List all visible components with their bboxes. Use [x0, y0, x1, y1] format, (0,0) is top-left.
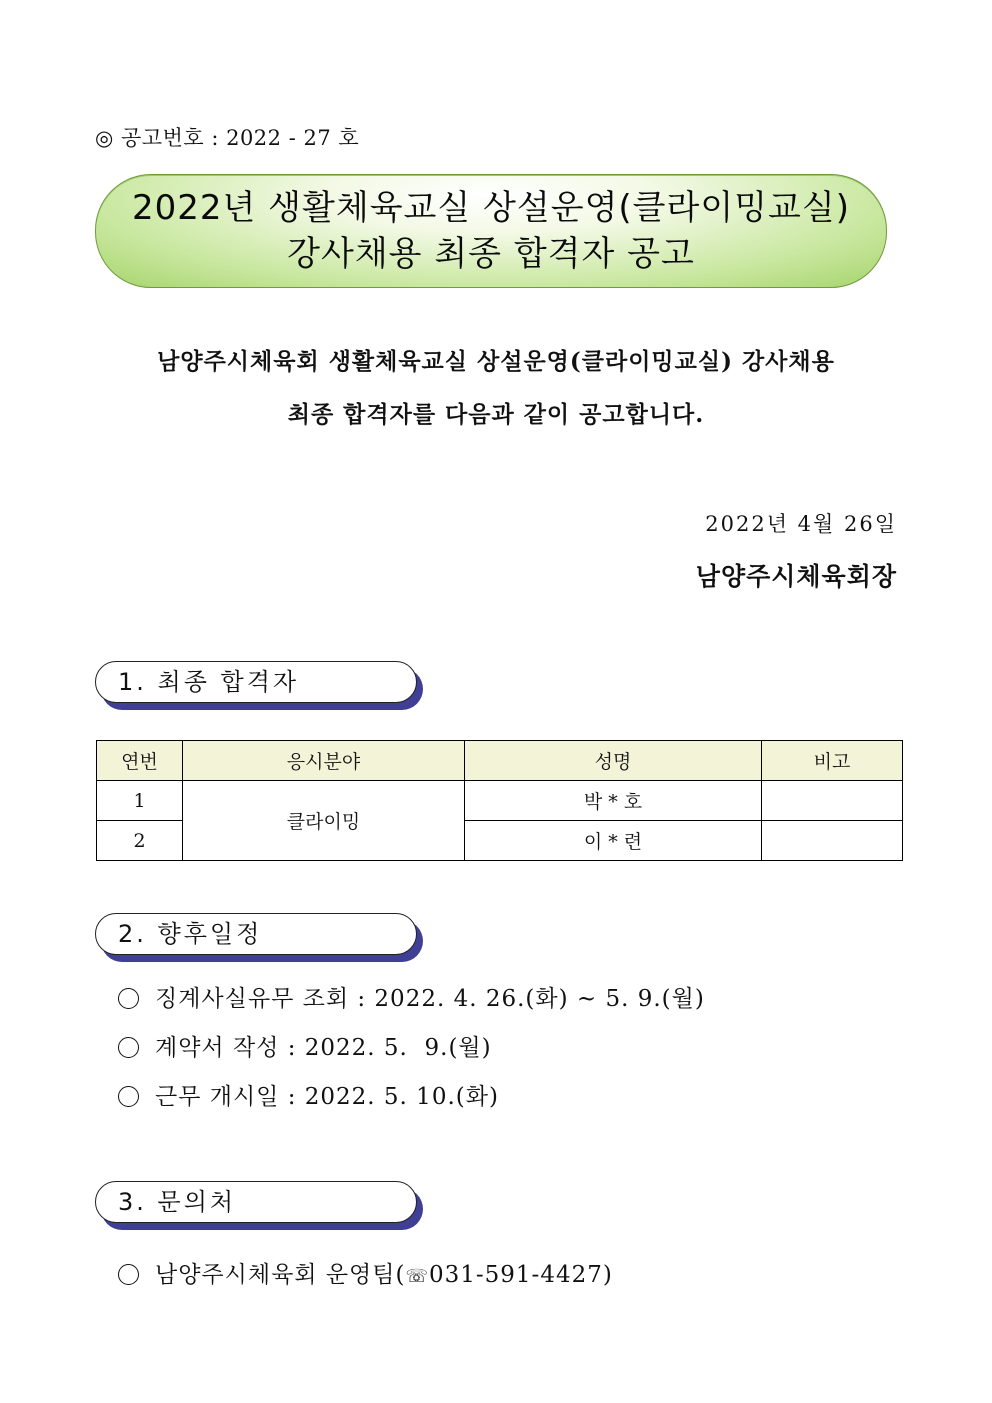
- announcer: 남양주시체육회장: [695, 562, 897, 591]
- cell-note: [762, 821, 903, 861]
- contact-item: [118, 1256, 613, 1289]
- notice-number: [95, 122, 359, 152]
- header-field: 응시분야: [183, 741, 465, 781]
- result-table: [96, 740, 903, 861]
- section-heading-label: 3. 문의처: [95, 1181, 417, 1223]
- circle-bullet-icon: [118, 988, 139, 1009]
- circle-bullet-icon: [118, 1086, 139, 1107]
- header-name: 성명: [465, 741, 762, 781]
- intro-line-1: 남양주시체육회 생활체육교실 상설운영(클라이밍교실) 강사채용: [157, 348, 835, 375]
- phone-icon: ☏: [405, 1266, 429, 1287]
- header-no: 연번: [97, 741, 183, 781]
- table-row: [97, 781, 903, 821]
- section-heading-label: 2. 향후일정: [95, 913, 417, 955]
- contact-text: 남양주시체육회 운영팀(: [155, 1262, 406, 1288]
- section-heading-final-passers: [95, 661, 425, 711]
- schedule-item-text: 징계사실유무 조회 : 2022. 4. 26.(화) ~ 5. 9.(월): [155, 986, 705, 1012]
- cell-no: 2: [97, 821, 183, 861]
- notice-number-label: 공고번호 : 2022 - 27 호: [121, 126, 360, 150]
- cell-note: [762, 781, 903, 821]
- section-heading-label: 1. 최종 합격자: [95, 661, 417, 703]
- title-line-2: 강사채용 최종 합격자 공고: [287, 234, 695, 274]
- contact-phone: 031-591-4427): [428, 1262, 613, 1288]
- double-circle-icon: ◎: [95, 126, 114, 150]
- table-header-row: [97, 741, 903, 781]
- header-note: 비고: [762, 741, 903, 781]
- schedule-item: [118, 1029, 492, 1062]
- schedule-item-text: 근무 개시일 : 2022. 5. 10.(화): [155, 1084, 499, 1110]
- cell-no: 1: [97, 781, 183, 821]
- cell-field: 클라이밍: [183, 781, 465, 861]
- schedule-item: [118, 980, 705, 1013]
- title-banner: [95, 174, 887, 288]
- schedule-item: [118, 1078, 499, 1111]
- cell-name: 박 * 호: [465, 781, 762, 821]
- cell-name: 이 * 련: [465, 821, 762, 861]
- schedule-item-text: 계약서 작성 : 2022. 5. 9.(월): [155, 1035, 492, 1061]
- announcement-date: 2022년 4월 26일: [705, 512, 897, 536]
- intro-line-2: 최종 합격자를 다음과 같이 공고합니다.: [287, 401, 705, 428]
- section-heading-contact: [95, 1181, 425, 1231]
- title-line-1: 2022년 생활체육교실 상설운영(클라이밍교실): [131, 188, 851, 228]
- section-heading-schedule: [95, 913, 425, 963]
- circle-bullet-icon: [118, 1264, 139, 1285]
- circle-bullet-icon: [118, 1037, 139, 1058]
